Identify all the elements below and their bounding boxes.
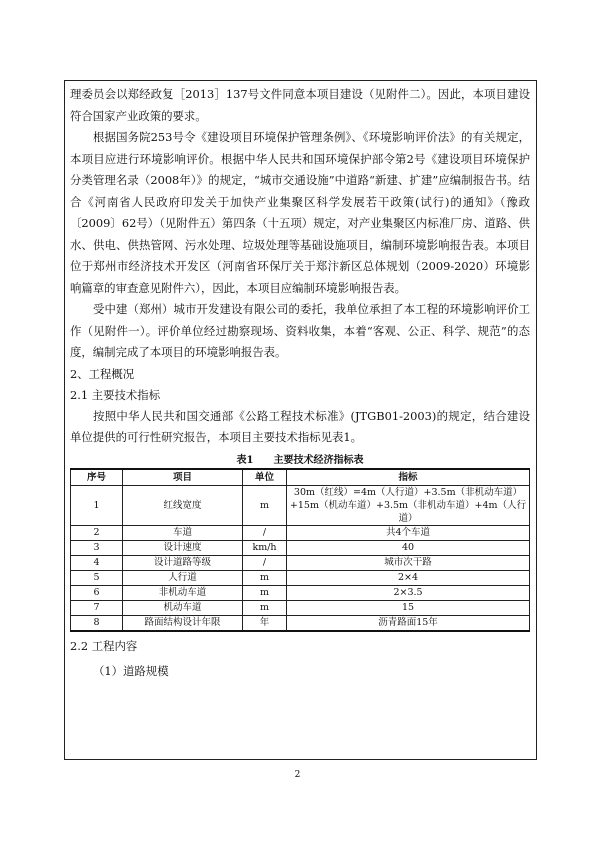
table-cell: / [243, 525, 287, 540]
table-cell: 4 [71, 555, 123, 570]
paragraph-policy-approval: 理委员会以郑经政复［2013］137号文件同意本项目建设（见附件二）。因此，本项目建设符合国家产业政策的要求。 [70, 87, 530, 123]
subsection-heading-project-content: 2.2 工程内容 [70, 638, 138, 653]
table-cell: km/h [243, 540, 287, 555]
table-cell: 8 [71, 615, 123, 631]
table-cell: m [243, 570, 287, 585]
table-cell: 年 [243, 615, 287, 631]
table-cell: 2×4 [287, 570, 530, 585]
subsubsection-heading-road-scale: （1）道路规模 [93, 663, 169, 678]
table-cell: 30m（红线）=4m（人行道）+3.5m（非机动车道）+15m（机动车道）+3.5m（非机动车道）+4m（人行道） [287, 485, 530, 525]
table-row [71, 570, 530, 585]
table-header-row [71, 469, 530, 486]
table-row [71, 555, 530, 570]
table-cell: 40 [287, 540, 530, 555]
table-cell: 车道 [123, 525, 243, 540]
table-cell: 共4个车道 [287, 525, 530, 540]
paragraph-legal-basis: 根据国务院253号令《建设项目环境保护管理条例》、《环境影响评价法》的有关规定，本项目应进行环境影响评价。根据中华人民共和国环境保护部令第2号《建设项目环境保护分类管理名录（2008年）》的规定，“城市交通设施”中道路“新建、扩建”应编制报告书。结合《河南省人民政府印发关于加快产业集聚区科学发展若干政策(试行)的通知》（豫政〔2009〕62号）（见附件五）第四条（十五项）规定，对产业集聚区内标准厂房、道路、供水、供电、供热管网、污水处理、垃圾处理等基础设施项目，编制环境影响报告表。本项目位于郑州市经济技术开发区（河南省环保厅关于郑汴新区总体规划（2009-2020）环境影响篇章的审查意见附件六），因此，本项目应编制环境影响报告表。 [70, 130, 530, 295]
table-caption: 表1 主要技术经济指标表 [236, 454, 364, 466]
section-heading-project-overview: 2、工程概况 [70, 366, 135, 381]
table-cell: 路面结构设计年限 [123, 615, 243, 631]
page-number: 2 [294, 770, 301, 780]
table-cell: 机动车道 [123, 600, 243, 615]
table-cell: m [243, 585, 287, 600]
table-row [71, 485, 530, 525]
table-row [71, 540, 530, 555]
table-cell: 沥青路面15年 [287, 615, 530, 631]
table-row [71, 615, 530, 631]
table-cell: 5 [71, 570, 123, 585]
table-cell: 1 [71, 485, 123, 525]
table-cell: 设计道路等级 [123, 555, 243, 570]
table-cell: 2×3.5 [287, 585, 530, 600]
table-row [71, 525, 530, 540]
table-cell: / [243, 555, 287, 570]
table-cell: 城市次干路 [287, 555, 530, 570]
document-body [70, 84, 530, 682]
table-cell: 人行道 [123, 570, 243, 585]
subsection-heading-tech-indicators: 2.1 主要技术指标 [70, 387, 161, 402]
table-row [71, 585, 530, 600]
paragraph-commission: 受中建（郑州）城市开发建设有限公司的委托，我单位承担了本工程的环境影响评价工作（见附件一）。评价单位经过勘察现场、资料收集，本着“客观、公正、科学、规范”的态度，编制完成了本项目的环境影响报告表。 [70, 302, 530, 359]
header-cell: 指标 [287, 469, 530, 486]
table-cell: 2 [71, 525, 123, 540]
table-cell: 15 [287, 600, 530, 615]
table-row [71, 600, 530, 615]
header-cell: 序号 [71, 469, 123, 486]
tech-indicators-table [70, 468, 530, 632]
table-cell: 7 [71, 600, 123, 615]
header-cell: 单位 [243, 469, 287, 486]
table-cell: 3 [71, 540, 123, 555]
header-cell: 项目 [123, 469, 243, 486]
paragraph-tech-standard: 按照中华人民共和国交通部《公路工程技术标准》(JTGB01-2003)的规定，结合建设单位提供的可行性研究报告，本项目主要技术指标见表1。 [70, 408, 530, 444]
table-cell: 6 [71, 585, 123, 600]
table-cell: 红线宽度 [123, 485, 243, 525]
table-cell: 非机动车道 [123, 585, 243, 600]
table-cell: 设计速度 [123, 540, 243, 555]
table-cell: m [243, 485, 287, 525]
table-cell: m [243, 600, 287, 615]
